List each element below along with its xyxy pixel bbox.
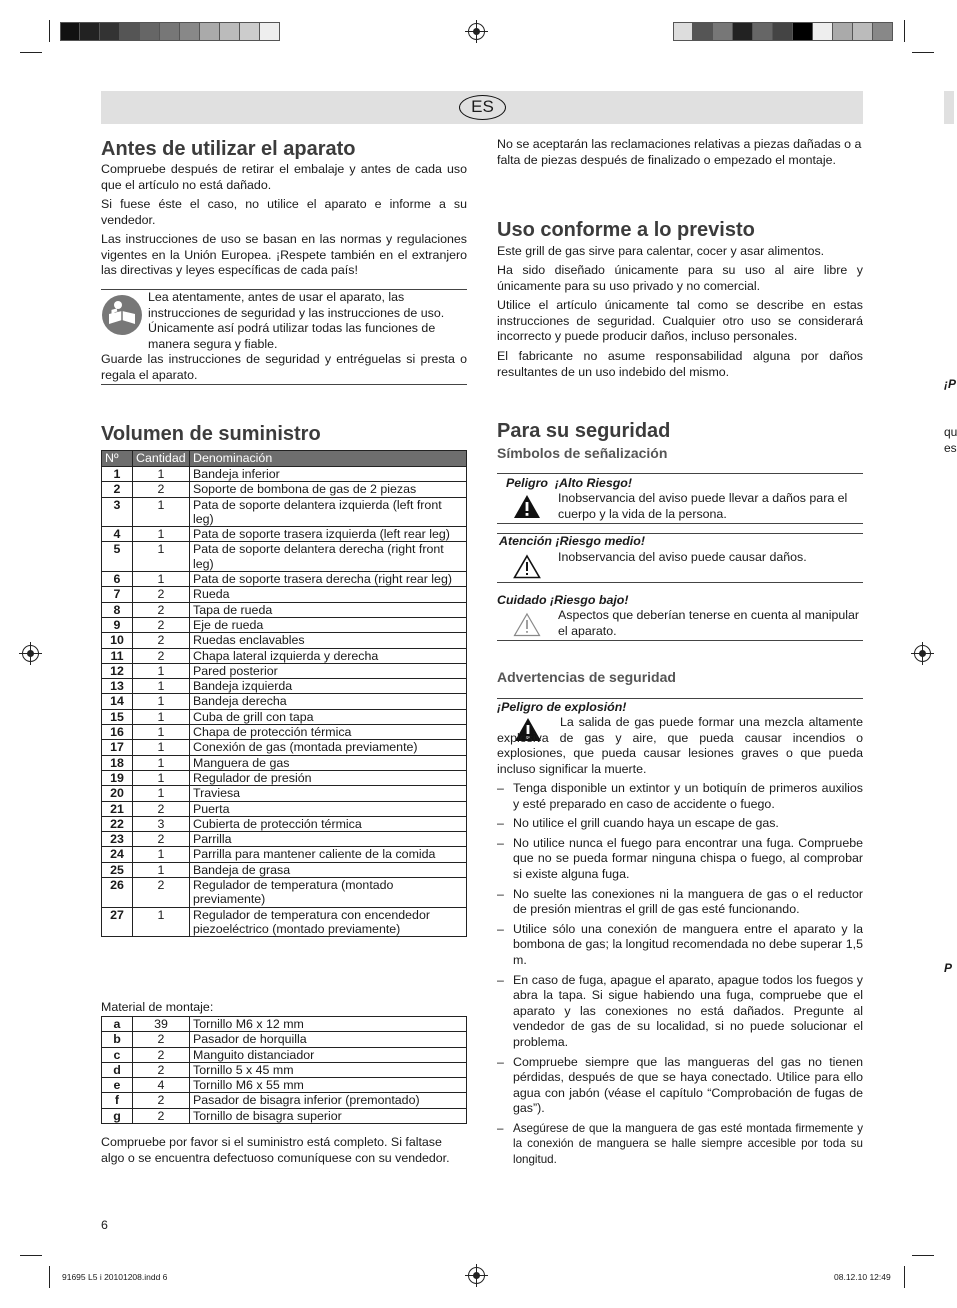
crop-mark (49, 1266, 50, 1288)
cell-quantity: 1 (133, 679, 190, 694)
cell-description: Pata de soporte delantera izquierda (left front leg) (190, 497, 467, 527)
table-row (102, 755, 467, 770)
table-row (102, 602, 467, 617)
cell-number: d (102, 1062, 133, 1077)
divider (497, 698, 863, 699)
crop-mark (912, 1255, 934, 1256)
cell-number: 12 (102, 663, 133, 678)
cell-description: Regulador de temperatura (montado previamente) (190, 878, 467, 908)
safety-note: Lea atentamente, antes de usar el aparato, las instrucciones de seguridad y las instrucciones de uso. Únicamente así podrá utilizar todas las funciones de manera segura y fiable. (148, 290, 445, 351)
col-header: Nº (102, 451, 133, 467)
paragraph: Compruebe después de retirar el embalaje y antes de cada uso que el artículo no está dañado. (101, 162, 467, 192)
cell-quantity: 1 (133, 572, 190, 587)
list-item: – En caso de fuga, apague el aparato, apague todos los fuegos y abra la tapa. Si sigue habiendo una fuga, compruebe que el aparato y las conexiones no está dañados. Pregunte al vendedor de gas de su localidad, si no puede solucionar el problema. (497, 973, 863, 1051)
side-fragment: es (944, 441, 957, 455)
cell-description: Parrilla para mantener caliente de la comida (190, 847, 467, 862)
section-title-seguridad: Para su seguridad (497, 420, 671, 442)
crop-mark (904, 20, 905, 42)
cell-quantity: 2 (133, 482, 190, 497)
file-info: 91695 L5 i 20101208.indd 6 (62, 1272, 168, 1282)
cell-number: f (102, 1093, 133, 1108)
cell-quantity: 1 (133, 770, 190, 785)
cell-description: Chapa de protección térmica (190, 725, 467, 740)
cell-number: 17 (102, 740, 133, 755)
paragraph: Ha sido diseñado únicamente para su uso al aire libre y únicamente para su uso privado y no comercial. (497, 263, 863, 293)
table-row (102, 862, 467, 877)
cell-number: 25 (102, 862, 133, 877)
cell-quantity: 2 (133, 801, 190, 816)
cell-description: Traviesa (190, 786, 467, 801)
cell-description: Pared posterior (190, 663, 467, 678)
side-fragment: qu (944, 425, 957, 439)
cell-description: Cubierta de protección térmica (190, 816, 467, 831)
cell-quantity: 2 (133, 1032, 190, 1047)
list-item: – Tenga disponible un extintor y un botiquín de primeros auxilios y esté preparado en caso de accidente o fuego. (497, 781, 863, 812)
cell-description: Bandeja derecha (190, 694, 467, 709)
paragraph: El fabricante no asume responsabilidad alguna por daños resultantes de un uso indebido del mismo. (497, 349, 863, 379)
list-item: – Asegúrese de que la manguera de gas esté montada firmemente y la conexión de manguera se halle siempre accesible por toda su longitud. (497, 1121, 863, 1168)
table-row (102, 1108, 467, 1123)
cell-description: Bandeja izquierda (190, 679, 467, 694)
registration-mark-icon (468, 1267, 485, 1284)
cell-description: Bandeja de grasa (190, 862, 467, 877)
paragraph: Este grill de gas sirve para calentar, cocer y asar alimentos. (497, 244, 825, 258)
table-row (102, 832, 467, 847)
paragraph: Utilice el artículo únicamente tal como se describe en estas instrucciones de seguridad. Cualquier otro uso se considerará incorrecto y puede producir daños, incluso personales. (497, 298, 863, 344)
cell-number: 3 (102, 497, 133, 527)
cell-quantity: 2 (133, 617, 190, 632)
divider (101, 384, 467, 385)
cell-number: 19 (102, 770, 133, 785)
cell-description: Puerta (190, 801, 467, 816)
divider (497, 523, 863, 524)
list-item: – No suelte las conexiones ni la manguera de gas o el reductor de presión mientras el grill de gas esté funcionando. (497, 887, 863, 918)
table-row (102, 1078, 467, 1093)
table-row (102, 482, 467, 497)
registration-mark-icon (22, 645, 39, 662)
table-row (102, 878, 467, 908)
side-fragment: P (944, 961, 953, 975)
cell-description: Cuba de grill con tapa (190, 709, 467, 724)
cell-number: c (102, 1047, 133, 1062)
cell-number: 8 (102, 602, 133, 617)
cell-description: Regulador de temperatura con encendedor piezoeléctrico (montado previamente) (190, 907, 467, 937)
material-table (101, 1016, 467, 1124)
cell-number: 18 (102, 755, 133, 770)
cell-description: Ruedas enclavables (190, 633, 467, 648)
explosion-text: La salida de gas puede formar una mezcla altamente explosiva de gas y aire, que pueda causar incendios o explosiones, que pueda causar lesiones graves o que pueda incluso significar la muerte. (497, 715, 863, 776)
side-fragment: ¡P (944, 377, 956, 391)
cell-quantity: 1 (133, 847, 190, 862)
table-row (102, 1062, 467, 1077)
table-row (102, 542, 467, 572)
cell-quantity: 1 (133, 467, 190, 482)
table-row (102, 679, 467, 694)
table-row (102, 709, 467, 724)
language-badge: ES (459, 95, 506, 120)
cell-number: 10 (102, 633, 133, 648)
signal-cuidado-text: Aspectos que deberían tenerse en cuenta al manipular el aparato. (558, 608, 860, 638)
cell-quantity: 2 (133, 648, 190, 663)
cell-number: g (102, 1108, 133, 1123)
paragraph: Las instrucciones de uso se basan en las normas y regulaciones vigentes en la Unión Europea. ¡Respete también en el extranjero las directivas y leyes específicas de cada país! (101, 232, 467, 278)
cell-number: 7 (102, 587, 133, 602)
cell-number: 21 (102, 801, 133, 816)
cell-description: Bandeja inferior (190, 467, 467, 482)
cell-description: Pata de soporte delantera derecha (right front leg) (190, 542, 467, 572)
table-row (102, 633, 467, 648)
cell-description: Pata de soporte trasera izquierda (left rear leg) (190, 527, 467, 542)
cell-quantity: 1 (133, 663, 190, 678)
cell-quantity: 2 (133, 878, 190, 908)
closing-paragraph: Compruebe por favor si el suministro está completo. Si faltase algo o se encuentra defectuoso comuníquese con su vendedor. (101, 1135, 450, 1165)
cell-number: 27 (102, 907, 133, 937)
table-row (102, 786, 467, 801)
cell-number: a (102, 1017, 133, 1032)
page-number: 6 (101, 1218, 108, 1232)
print-date: 08.12.10 12:49 (834, 1272, 891, 1282)
col-header: Cantidad (133, 451, 190, 467)
cell-number: 9 (102, 617, 133, 632)
explosion-head: ¡Peligro de explosión! (497, 700, 627, 714)
cell-quantity: 1 (133, 740, 190, 755)
cell-quantity: 1 (133, 755, 190, 770)
cell-description: Pata de soporte trasera derecha (right rear leg) (190, 572, 467, 587)
table-row (102, 1032, 467, 1047)
table-header-row (102, 451, 467, 467)
warning-triangle-solid-icon (513, 494, 541, 524)
cell-description: Regulador de presión (190, 770, 467, 785)
cell-quantity: 2 (133, 633, 190, 648)
cell-description: Pasador de horquilla (190, 1032, 467, 1047)
table-row (102, 801, 467, 816)
cell-quantity: 1 (133, 907, 190, 937)
cell-description: Parrilla (190, 832, 467, 847)
cell-description: Manguito distanciador (190, 1047, 467, 1062)
paragraph: Si fuese éste el caso, no utilice el aparato e informe a su vendedor. (101, 197, 467, 227)
table-row (102, 740, 467, 755)
cell-quantity: 2 (133, 832, 190, 847)
table-row (102, 1047, 467, 1062)
cell-quantity: 39 (133, 1017, 190, 1032)
color-bar-right (673, 22, 893, 41)
safety-list (497, 781, 863, 1172)
list-item: – No utilice el grill cuando haya un escape de gas. (497, 816, 863, 832)
table-row (102, 1093, 467, 1108)
cell-description: Tornillo de bisagra superior (190, 1108, 467, 1123)
cell-description: Chapa lateral izquierda y derecha (190, 648, 467, 663)
cell-quantity: 1 (133, 527, 190, 542)
divider (497, 640, 863, 641)
registration-mark-icon (468, 23, 485, 40)
cell-quantity: 1 (133, 694, 190, 709)
registration-mark-icon (914, 645, 931, 662)
crop-mark (20, 52, 42, 53)
table-row (102, 770, 467, 785)
signal-atencion-text: Inobservancia del aviso puede causar daños. (558, 550, 807, 564)
cell-quantity: 2 (133, 1093, 190, 1108)
signal-atencion-head: Atención ¡Riesgo medio! (499, 534, 645, 548)
cell-description: Tornillo 5 x 45 mm (190, 1062, 467, 1077)
subtitle-simbolos: Símbolos de señalización (497, 445, 668, 461)
section-title-uso: Uso conforme a lo previsto (497, 219, 755, 241)
table-row (102, 467, 467, 482)
divider (497, 582, 863, 583)
cell-description: Rueda (190, 587, 467, 602)
cell-description: Soporte de bombona de gas de 2 piezas (190, 482, 467, 497)
material-label: Material de montaje: (101, 1000, 214, 1014)
cell-number: 11 (102, 648, 133, 663)
paragraph: Guarde las instrucciones de seguridad y entréguelas si presta o regala el aparato. (101, 352, 467, 382)
list-item: – No utilice nunca el fuego para encontrar una fuga. Compruebe que no se pueda formar ninguna chispa o fuego, al comprobar si existe alguna fuga. (497, 836, 863, 883)
table-row (102, 816, 467, 831)
list-item: – Compruebe siempre que las mangueras del gas no tienen pérdidas, después de que se haya conectado. Utilice para ello agua con jabón (véase el capítulo “Comprobación de fugas de gas”). (497, 1055, 863, 1117)
cell-description: Manguera de gas (190, 755, 467, 770)
cell-number: b (102, 1032, 133, 1047)
next-page-band (944, 91, 954, 124)
table-row (102, 527, 467, 542)
signal-cuidado-head: Cuidado ¡Riesgo bajo! (497, 593, 629, 607)
cell-number: 22 (102, 816, 133, 831)
cell-number: 23 (102, 832, 133, 847)
cell-description: Eje de rueda (190, 617, 467, 632)
section-title-antes: Antes de utilizar el aparato (101, 138, 356, 160)
table-row (102, 907, 467, 937)
cell-number: 16 (102, 725, 133, 740)
table-row (102, 1017, 467, 1032)
cell-description: Conexión de gas (montada previamente) (190, 740, 467, 755)
cell-description: Tapa de rueda (190, 602, 467, 617)
cell-quantity: 2 (133, 602, 190, 617)
table-row (102, 847, 467, 862)
cell-quantity: 2 (133, 587, 190, 602)
table-row (102, 648, 467, 663)
table-row (102, 617, 467, 632)
cell-number: 20 (102, 786, 133, 801)
table-row (102, 694, 467, 709)
signal-peligro-text: Inobservancia del aviso puede llevar a daños para el cuerpo y la vida de la persona. (558, 491, 848, 521)
list-item: – Utilice sólo una conexión de manguera entre el aparato y la bombona de gas; la longitud recomendada no debe superar 1,5 m. (497, 922, 863, 969)
cell-description: Tornillo M6 x 55 mm (190, 1078, 467, 1093)
cell-number: 13 (102, 679, 133, 694)
cell-quantity: 1 (133, 497, 190, 527)
cell-number: 6 (102, 572, 133, 587)
cell-quantity: 4 (133, 1078, 190, 1093)
cell-number: 5 (102, 542, 133, 572)
cell-quantity: 1 (133, 786, 190, 801)
cell-quantity: 1 (133, 862, 190, 877)
read-manual-icon (101, 294, 143, 341)
cell-number: 1 (102, 467, 133, 482)
cell-number: 4 (102, 527, 133, 542)
col-header: Denominación (190, 451, 467, 467)
cell-description: Tornillo M6 x 12 mm (190, 1017, 467, 1032)
cell-quantity: 1 (133, 725, 190, 740)
cell-quantity: 1 (133, 542, 190, 572)
table-row (102, 725, 467, 740)
cell-quantity: 2 (133, 1108, 190, 1123)
crop-mark (912, 52, 934, 53)
cell-number: 15 (102, 709, 133, 724)
table-row (102, 587, 467, 602)
cell-quantity: 2 (133, 1062, 190, 1077)
warning-triangle-outline-icon (513, 554, 541, 584)
paragraph: No se aceptarán las reclamaciones relativas a piezas dañadas o a falta de piezas después de finalizado o empezado el montaje. (497, 137, 862, 167)
table-row (102, 663, 467, 678)
supply-table (101, 450, 467, 937)
cell-number: e (102, 1078, 133, 1093)
signal-peligro-head: Peligro ¡Alto Riesgo! (506, 476, 632, 490)
cell-description: Pasador de bisagra inferior (premontado) (190, 1093, 467, 1108)
cell-number: 2 (102, 482, 133, 497)
cell-quantity: 1 (133, 709, 190, 724)
cell-number: 26 (102, 878, 133, 908)
color-bar-left (60, 22, 280, 41)
crop-mark (20, 1255, 42, 1256)
table-row (102, 572, 467, 587)
cell-number: 14 (102, 694, 133, 709)
table-row (102, 497, 467, 527)
cell-number: 24 (102, 847, 133, 862)
crop-mark (49, 20, 50, 42)
crop-mark (904, 1266, 905, 1288)
subtitle-advertencias: Advertencias de seguridad (497, 669, 676, 685)
cell-quantity: 2 (133, 1047, 190, 1062)
cell-quantity: 3 (133, 816, 190, 831)
warning-triangle-light-icon (513, 612, 541, 642)
divider (497, 473, 863, 474)
section-title-volumen: Volumen de suministro (101, 423, 321, 445)
